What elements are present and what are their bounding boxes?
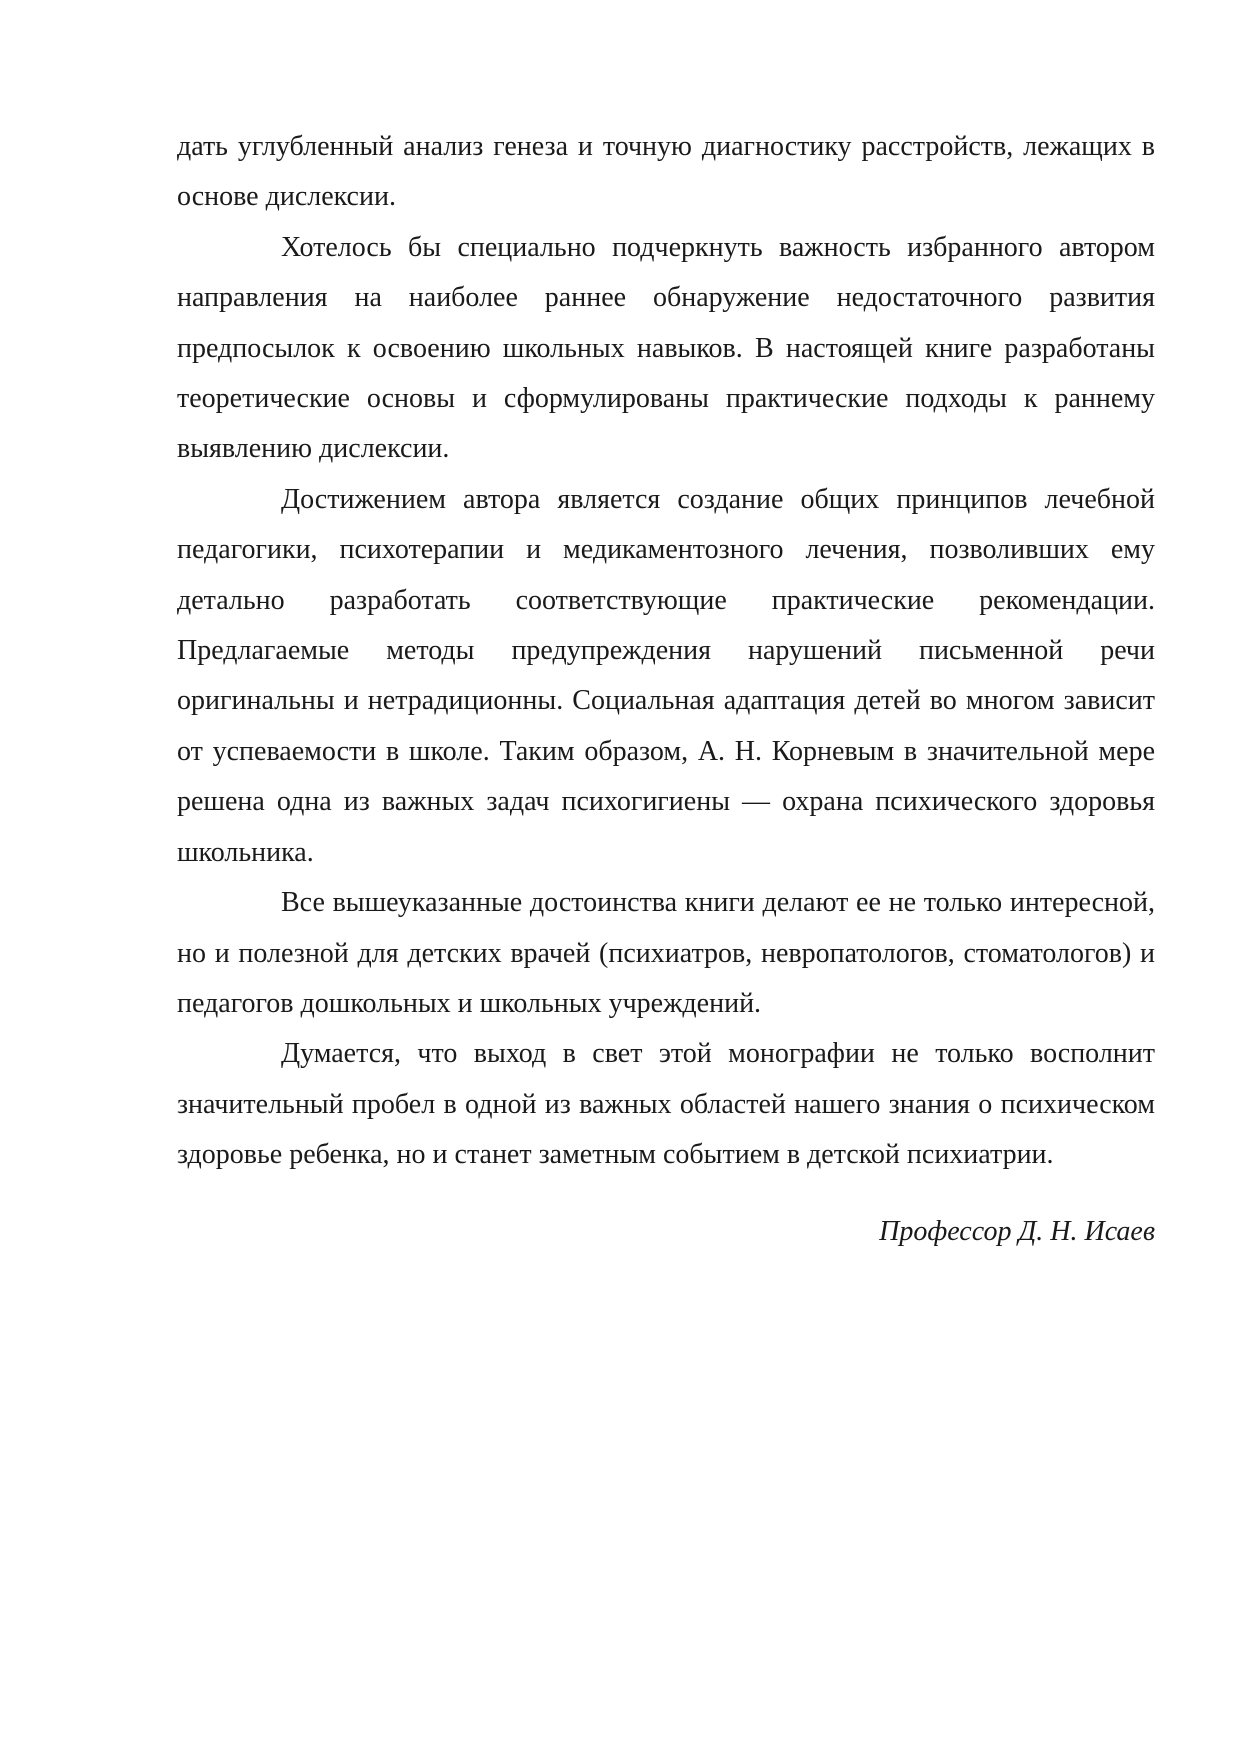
paragraph-early-detection: Хотелось бы специально подчеркнуть важность избранного автором направления на наиболее раннее обнаружение недостаточного развития предпосылок к освоению школьных навыков. В настоящей книге разработаны теоретические основы и сформулированы практические подходы к раннему выявлению дислексии.	[177, 231, 1155, 465]
paragraph-author-achievement: Достижением автора является создание общих принципов лечебной педагогики, психотерапии и медикаментозного лечения, позволивших ему детально разработать соответствующие практические рекомендации. Предлагаемые методы предупреждения нарушений письменной речи оригинальны и нетрадиционны. Социальная адаптация детей во многом зависит от успеваемости в школе. Таким образом, А. Н. Корневым в значительной мере решена одна из важных задач психогигиены — охрана психического здоровья школьника.	[177, 483, 1155, 868]
paragraph-continuation: дать углубленный анализ генеза и точную диагностику расстройств, лежащих в основе дислексии.	[177, 131, 1155, 213]
paragraph-conclusion: Думается, что выход в свет этой монографии не только восполнит значительный пробел в одной из важных областей нашего знания о психическом здоровье ребенка, но и станет заметным событием в детской психиатрии.	[177, 1038, 1155, 1171]
author-signature: Профессор Д. Н. Исаев	[879, 1215, 1155, 1247]
paragraph-book-merits: Все вышеуказанные достоинства книги делают ее не только интересной, но и полезной для детских врачей (психиатров, невропатологов, стоматологов) и педагогов дошкольных и школьных учреждений.	[177, 887, 1155, 1019]
document-body	[177, 122, 1155, 1257]
